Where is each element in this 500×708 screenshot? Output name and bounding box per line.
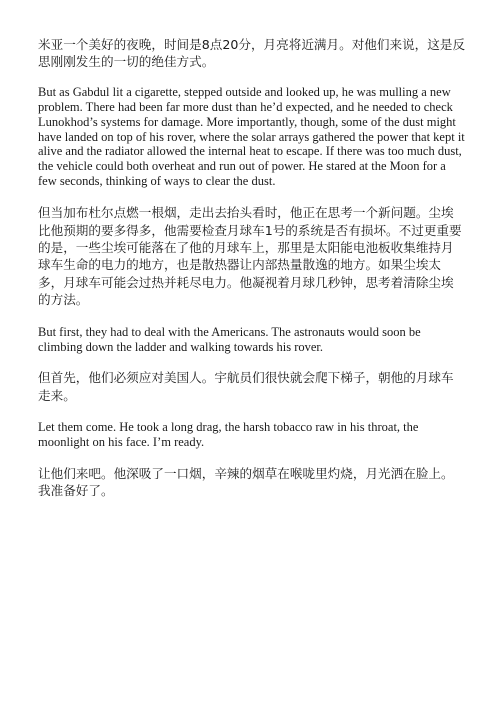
paragraph-en-3: Let them come. He took a long drag, the harsh tobacco raw in his throat, the moonlight on his face. I’m ready. (38, 420, 419, 450)
paragraph-zh-1: 米亚一个美好的夜晚，时间是8点20分，月亮将近满月。对他们来说，这是反思刚刚发生的一切的绝佳方式。 (38, 37, 466, 70)
paragraph-zh-4: 让他们来吧。他深吸了一口烟，辛辣的烟草在喉咙里灼烧，月光洒在脸上。我准备好了。 (38, 466, 454, 499)
paragraph-en-1: But as Gabdul lit a cigarette, stepped outside and looked up, he was mulling a new problem. There had been far more dust than he’d expected, and he needed to check Lunokhod’s systems for damage. More importantly, though, some of the dust might have landed on top of his rover, where the solar arrays gathered the power that kept it alive and the radiator allowed the internal heat to escape. If there was too much dust, the vehicle could both overheat and run out of power. He stared at the Moon for a few seconds, thinking of ways to clear the dust. (38, 84, 465, 189)
paragraph-en-2: But first, they had to deal with the Americans. The astronauts would soon be climbing down the ladder and walking towards his rover. (38, 324, 421, 354)
paragraph-zh-3: 但首先，他们必须应对美国人。宇航员们很快就会爬下梯子，朝他的月球车走来。 (38, 370, 454, 403)
paragraph-zh-2: 但当加布杜尔点燃一根烟，走出去抬头看时，他正在思考一个新问题。尘埃比他预期的要多得多，他需要检查月球车1号的系统是否有损坏。不过更重要的是，一些尘埃可能落在了他的月球车上，那里是太阳能电池板收集维持月球车生命的电力的地方，也是散热器让内部热量散逸的地方。如果尘埃太多，月球车可能会过热并耗尽电力。他凝视着月球几秒钟，思考着清除尘埃的方法。 (38, 205, 462, 308)
document-page (38, 36, 466, 516)
